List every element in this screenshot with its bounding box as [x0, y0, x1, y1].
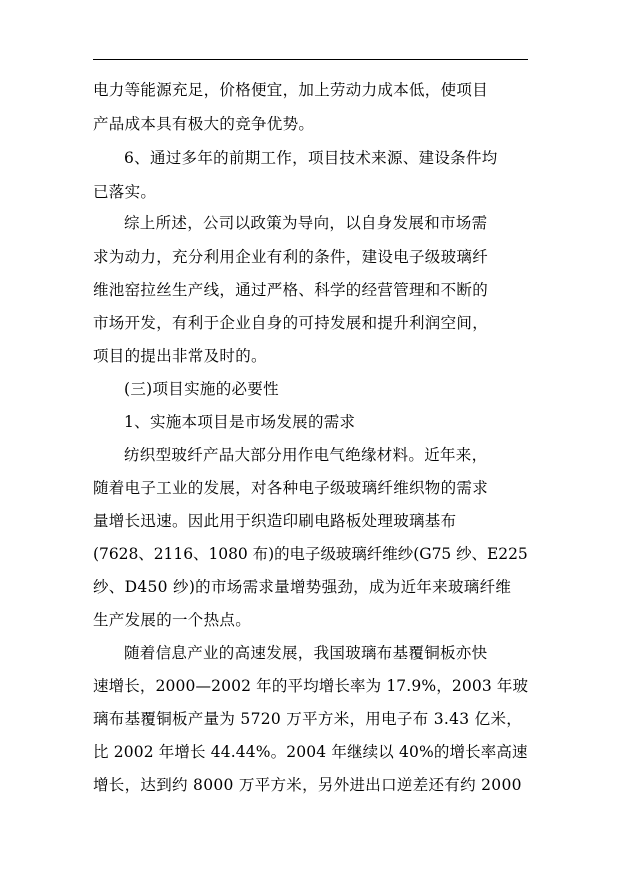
text-line: 增长，达到约 8000 万平方米，另外进出口逆差还有约 2000 — [93, 776, 522, 794]
text-line: 电力等能源充足，价格便宜，加上劳动力成本低，使项目 — [93, 81, 489, 99]
text-line: 比 2002 年增长 44.44%。2004 年继续以 40%的增长率高速 — [93, 743, 528, 761]
text-line: 求为动力，充分利用企业有利的条件，建设电子级玻璃纤 — [93, 248, 489, 266]
text-line: 市场开发，有利于企业自身的可持发展和提升利润空间， — [93, 314, 489, 332]
header-rule — [93, 59, 528, 60]
text-line: 随着电子工业的发展，对各种电子级玻璃纤维织物的需求 — [93, 479, 489, 497]
subsection-heading: 1、实施本项目是市场发展的需求 — [124, 413, 356, 431]
text-line: 随着信息产业的高速发展，我国玻璃布基覆铜板亦快 — [124, 644, 488, 662]
text-line: 项目的提出非常及时的。 — [93, 347, 267, 365]
text-line: 速增长，2000—2002 年的平均增长率为 17.9%，2003 年玻 — [93, 677, 529, 695]
text-line: 已落实。 — [93, 183, 157, 201]
text-line: 维池窑拉丝生产线，通过严格、科学的经营管理和不断的 — [93, 281, 489, 299]
text-line: 纺织型玻纤产品大部分用作电气绝缘材料。近年来， — [124, 446, 488, 464]
text-line: 生产发展的一个热点。 — [93, 611, 252, 629]
section-heading: (三)项目实施的必要性 — [124, 380, 279, 398]
text-line: 产品成本具有极大的竞争优势。 — [93, 115, 315, 133]
text-line: 璃布基覆铜板产量为 5720 万平方米，用电子布 3.43 亿米， — [93, 710, 523, 728]
text-line: 综上所述，公司以政策为导向，以自身发展和市场需 — [124, 214, 488, 232]
text-line: 纱、D450 纱)的市场需求量增势强劲，成为近年来玻璃纤维 — [93, 578, 512, 596]
text-line: (7628、2116、1080 布)的电子级玻璃纤维纱(G75 纱、E225 — [93, 545, 528, 563]
text-line: 量增长迅速。因此用于织造印刷电路板处理玻璃基布 — [93, 512, 457, 530]
text-line: 6、通过多年的前期工作，项目技术来源、建设条件均 — [124, 149, 498, 167]
